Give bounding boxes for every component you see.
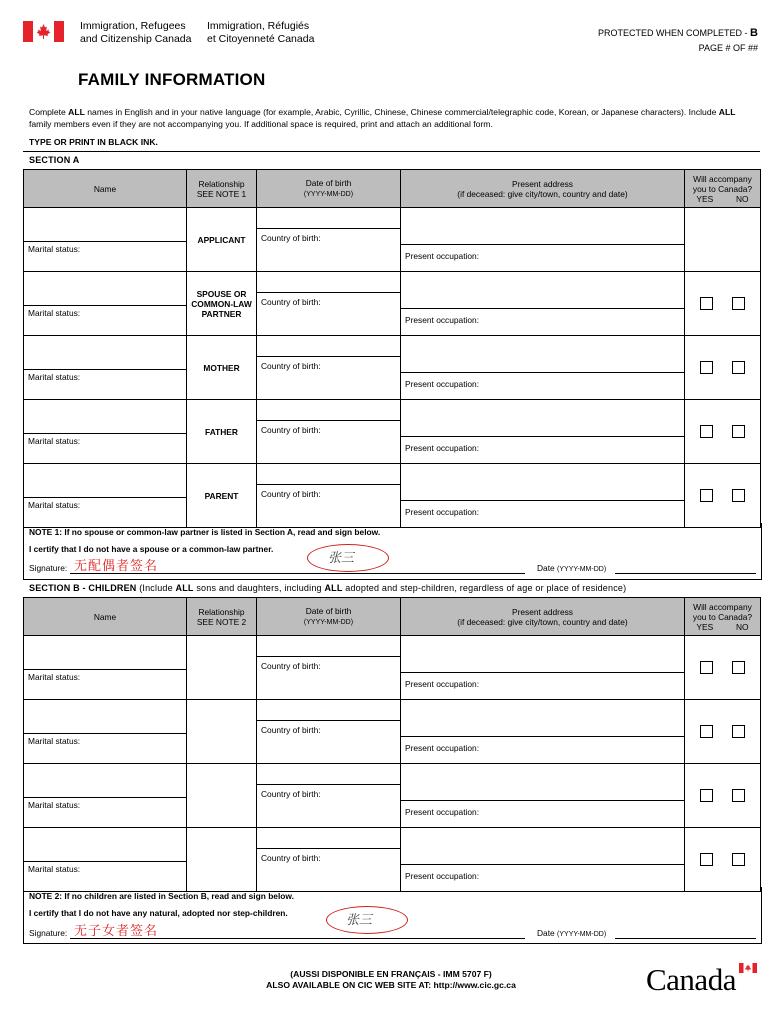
dob-field[interactable] bbox=[257, 828, 400, 848]
dob-divider bbox=[257, 720, 400, 721]
marital-status-label: Marital status: bbox=[28, 436, 81, 446]
address-cell bbox=[401, 700, 685, 764]
relationship-field[interactable] bbox=[187, 636, 257, 700]
name-field[interactable] bbox=[24, 208, 186, 241]
accompany-yes-checkbox[interactable] bbox=[700, 361, 713, 374]
date-field[interactable] bbox=[615, 938, 756, 939]
note-1-box bbox=[23, 523, 762, 580]
accompany-cell bbox=[685, 272, 761, 336]
intro-text-3: family members even if they are not accompanying you. If additional space is required, print and attach an additional form. bbox=[29, 118, 493, 129]
note-2-title: NOTE 2: If no children are listed in Section B, read and sign below. bbox=[29, 891, 294, 901]
address-field[interactable] bbox=[401, 636, 684, 672]
note-1-certify: I certify that I do not have a spouse or a common-law partner. bbox=[29, 544, 274, 554]
dob-cell bbox=[257, 828, 401, 892]
marital-status-label: Marital status: bbox=[28, 500, 81, 510]
accompany-yes-checkbox[interactable] bbox=[700, 489, 713, 502]
marital-status-label: Marital status: bbox=[28, 372, 81, 382]
relationship-cell: MOTHER bbox=[187, 336, 257, 400]
dob-field[interactable] bbox=[257, 336, 400, 356]
address-cell bbox=[401, 208, 685, 272]
no-header: NO bbox=[736, 621, 749, 632]
dept-en-line1: Immigration, Refugees bbox=[80, 20, 186, 32]
present-occupation-label: Present occupation: bbox=[405, 679, 480, 689]
dob-field[interactable] bbox=[257, 636, 400, 656]
section-b-all-2: ALL bbox=[324, 583, 343, 593]
name-cell bbox=[24, 828, 187, 892]
name-field[interactable] bbox=[24, 700, 186, 733]
marital-status-label: Marital status: bbox=[28, 736, 81, 746]
footer-french-note: (AUSSI DISPONIBLE EN FRANÇAIS - IMM 5707 F) bbox=[290, 969, 492, 979]
address-divider bbox=[401, 372, 684, 373]
relationship-cell: APPLICANT bbox=[187, 208, 257, 272]
name-field[interactable] bbox=[24, 764, 186, 797]
name-divider bbox=[24, 669, 186, 670]
present-occupation-label: Present occupation: bbox=[405, 871, 480, 881]
dob-header-2: (YYYY-MM-DD) bbox=[303, 618, 354, 626]
page-title: FAMILY INFORMATION bbox=[78, 70, 266, 89]
addr-header-2: (if deceased: give city/town, country and date) bbox=[457, 616, 628, 627]
stamp-name: 张三 bbox=[328, 551, 355, 566]
name-cell bbox=[24, 464, 187, 528]
country-of-birth-label: Country of birth: bbox=[261, 297, 321, 307]
accompany-no-checkbox[interactable] bbox=[732, 425, 745, 438]
marital-status-label: Marital status: bbox=[28, 800, 81, 810]
intro-text-2: names in English and in your native language (for example, Arabic, Cyrillic, Chinese, Chinese commercial/telegraphic code, Korean, or Japanese characters). Include bbox=[84, 107, 719, 117]
instructions bbox=[29, 107, 759, 130]
marital-status-label: Marital status: bbox=[28, 244, 81, 254]
note-1-title: NOTE 1: If no spouse or common-law partner is listed in Section A, read and sign below. bbox=[29, 527, 381, 537]
section-b-row bbox=[24, 828, 761, 892]
accompany-no-checkbox[interactable] bbox=[732, 489, 745, 502]
relationship-cell: PARENT bbox=[187, 464, 257, 528]
acc-header-2: you to Canada? bbox=[692, 183, 753, 194]
section-b-row bbox=[24, 636, 761, 700]
address-divider bbox=[401, 800, 684, 801]
marital-status-label: Marital status: bbox=[28, 864, 81, 874]
address-cell bbox=[401, 764, 685, 828]
accompany-yes-checkbox[interactable] bbox=[700, 661, 713, 674]
address-cell bbox=[401, 400, 685, 464]
no-header: NO bbox=[736, 193, 749, 204]
address-divider bbox=[401, 864, 684, 865]
rel-header-2: SEE NOTE 2 bbox=[196, 616, 247, 627]
acc-header-2: you to Canada? bbox=[692, 611, 753, 622]
ink-instruction: TYPE OR PRINT IN BLACK INK. bbox=[29, 137, 158, 147]
wordmark-flag-icon bbox=[739, 963, 757, 973]
col-header-name: Name bbox=[24, 598, 187, 636]
section-b-title: SECTION B - CHILDREN bbox=[29, 583, 137, 593]
dob-divider bbox=[257, 848, 400, 849]
name-divider bbox=[24, 861, 186, 862]
present-occupation-label: Present occupation: bbox=[405, 251, 480, 261]
name-divider bbox=[24, 797, 186, 798]
section-b-row bbox=[24, 700, 761, 764]
accompany-cell bbox=[685, 636, 761, 700]
dob-divider bbox=[257, 228, 400, 229]
note-2-box bbox=[23, 887, 762, 944]
section-a-row bbox=[24, 272, 761, 336]
department-name-fr bbox=[207, 20, 314, 45]
dob-cell bbox=[257, 272, 401, 336]
addr-header-1: Present address bbox=[512, 178, 573, 189]
dob-divider bbox=[257, 420, 400, 421]
address-divider bbox=[401, 436, 684, 437]
name-divider bbox=[24, 433, 186, 434]
col-header-dob bbox=[257, 170, 401, 208]
relationship-cell: FATHER bbox=[187, 400, 257, 464]
present-occupation-label: Present occupation: bbox=[405, 379, 480, 389]
address-cell bbox=[401, 828, 685, 892]
address-divider bbox=[401, 244, 684, 245]
date-label: Date bbox=[537, 928, 555, 938]
dob-cell bbox=[257, 700, 401, 764]
name-field[interactable] bbox=[24, 400, 186, 433]
name-cell bbox=[24, 764, 187, 828]
address-field[interactable] bbox=[401, 336, 684, 372]
accompany-cell bbox=[685, 464, 761, 528]
accompany-no-checkbox[interactable] bbox=[732, 297, 745, 310]
col-header-accompany bbox=[685, 598, 761, 636]
marital-status-label: Marital status: bbox=[28, 308, 81, 318]
page-number: PAGE # OF ## bbox=[698, 43, 758, 53]
present-occupation-label: Present occupation: bbox=[405, 807, 480, 817]
dept-fr-line2: et Citoyenneté Canada bbox=[207, 32, 315, 45]
address-field[interactable] bbox=[401, 764, 684, 800]
name-cell bbox=[24, 400, 187, 464]
name-cell bbox=[24, 636, 187, 700]
accompany-cell bbox=[685, 336, 761, 400]
col-header-address bbox=[401, 170, 685, 208]
col-header-dob bbox=[257, 598, 401, 636]
dob-header-2: (YYYY-MM-DD) bbox=[303, 190, 354, 198]
accompany-yes-checkbox[interactable] bbox=[700, 853, 713, 866]
address-field[interactable] bbox=[401, 700, 684, 736]
signature-label: Signature: bbox=[29, 928, 68, 938]
name-field[interactable] bbox=[24, 464, 186, 497]
name-divider bbox=[24, 305, 186, 306]
section-b-row bbox=[24, 764, 761, 828]
section-b-desc-1: (Include bbox=[136, 583, 176, 593]
relationship-cell: SPOUSE OR COMMON-LAW PARTNER bbox=[187, 272, 257, 336]
dob-field[interactable] bbox=[257, 400, 400, 420]
date-format: (YYYY-MM-DD) bbox=[557, 931, 607, 938]
name-field[interactable] bbox=[24, 336, 186, 369]
col-header-relationship bbox=[187, 170, 257, 208]
accompany-yes-checkbox[interactable] bbox=[700, 789, 713, 802]
present-occupation-label: Present occupation: bbox=[405, 507, 480, 517]
signature-label: Signature: bbox=[29, 563, 68, 573]
dob-divider bbox=[257, 656, 400, 657]
address-divider bbox=[401, 736, 684, 737]
protected-letter: B bbox=[750, 27, 758, 39]
dob-header-1: Date of birth bbox=[305, 177, 352, 188]
section-a-table bbox=[23, 169, 761, 528]
name-cell bbox=[24, 272, 187, 336]
intro-all-1: ALL bbox=[68, 107, 85, 117]
dob-field[interactable] bbox=[257, 700, 400, 720]
section-a-row bbox=[24, 336, 761, 400]
yes-header: YES bbox=[696, 621, 714, 632]
dob-field[interactable] bbox=[257, 208, 400, 228]
accompany-yes-checkbox[interactable] bbox=[700, 425, 713, 438]
name-divider bbox=[24, 241, 186, 242]
rel-header-2: SEE NOTE 1 bbox=[196, 188, 247, 199]
present-occupation-label: Present occupation: bbox=[405, 743, 480, 753]
dob-field[interactable] bbox=[257, 764, 400, 784]
protected-text: PROTECTED WHEN COMPLETED - bbox=[598, 28, 751, 38]
handwritten-signature: 无配偶者签名 bbox=[74, 559, 159, 574]
country-of-birth-label: Country of birth: bbox=[261, 233, 321, 243]
accompany-no-checkbox[interactable] bbox=[732, 853, 745, 866]
dob-cell bbox=[257, 636, 401, 700]
section-b-desc-3: adopted and step-children, regardless of age or place of residence) bbox=[342, 583, 627, 593]
country-of-birth-label: Country of birth: bbox=[261, 853, 321, 863]
dob-field[interactable] bbox=[257, 272, 400, 292]
name-field[interactable] bbox=[24, 636, 186, 669]
address-cell bbox=[401, 464, 685, 528]
dob-cell bbox=[257, 764, 401, 828]
relationship-field[interactable] bbox=[187, 764, 257, 828]
section-b-table bbox=[23, 597, 761, 892]
name-field[interactable] bbox=[24, 272, 186, 305]
dob-divider bbox=[257, 784, 400, 785]
country-of-birth-label: Country of birth: bbox=[261, 361, 321, 371]
addr-header-2: (if deceased: give city/town, country and date) bbox=[457, 188, 628, 199]
address-field[interactable] bbox=[401, 208, 684, 244]
address-divider bbox=[401, 672, 684, 673]
rel-header-1: Relationship bbox=[198, 178, 245, 189]
section-a-row bbox=[24, 208, 761, 272]
col-header-relationship bbox=[187, 598, 257, 636]
country-of-birth-label: Country of birth: bbox=[261, 661, 321, 671]
stamp-name: 张三 bbox=[346, 913, 373, 928]
addr-header-1: Present address bbox=[512, 606, 573, 617]
dob-divider bbox=[257, 356, 400, 357]
accompany-no-checkbox[interactable] bbox=[732, 725, 745, 738]
accompany-cell bbox=[685, 764, 761, 828]
address-divider bbox=[401, 308, 684, 309]
section-b-all-1: ALL bbox=[175, 583, 194, 593]
dob-cell bbox=[257, 464, 401, 528]
acc-header-1: Will accompany bbox=[693, 601, 752, 612]
name-divider bbox=[24, 369, 186, 370]
accompany-no-checkbox[interactable] bbox=[732, 789, 745, 802]
address-field[interactable] bbox=[401, 272, 684, 308]
section-a-row bbox=[24, 400, 761, 464]
address-field[interactable] bbox=[401, 464, 684, 500]
acc-header-1: Will accompany bbox=[693, 173, 752, 184]
dob-cell bbox=[257, 336, 401, 400]
address-field[interactable] bbox=[401, 828, 684, 864]
name-divider bbox=[24, 733, 186, 734]
divider bbox=[23, 151, 760, 152]
accompany-yes-checkbox[interactable] bbox=[700, 297, 713, 310]
address-cell bbox=[401, 636, 685, 700]
dob-cell bbox=[257, 400, 401, 464]
accompany-cell bbox=[685, 828, 761, 892]
intro-text-1: Complete bbox=[29, 107, 69, 117]
note-2-certify: I certify that I do not have any natural, adopted nor step-children. bbox=[29, 908, 288, 918]
dob-divider bbox=[257, 484, 400, 485]
accompany-no-checkbox[interactable] bbox=[732, 661, 745, 674]
department-name-en bbox=[80, 20, 192, 45]
section-a-row bbox=[24, 464, 761, 528]
address-cell bbox=[401, 272, 685, 336]
name-cell bbox=[24, 700, 187, 764]
dob-header-1: Date of birth bbox=[305, 605, 352, 616]
footer-website: ALSO AVAILABLE ON CIC WEB SITE AT: http://www.cic.gc.ca bbox=[266, 980, 516, 990]
name-divider bbox=[24, 497, 186, 498]
address-cell bbox=[401, 336, 685, 400]
date-label: Date bbox=[537, 563, 555, 573]
country-of-birth-label: Country of birth: bbox=[261, 425, 321, 435]
canada-flag-icon bbox=[23, 21, 64, 42]
canada-wordmark: Canada bbox=[646, 962, 736, 997]
dept-fr-line1: Immigration, Réfugiés bbox=[207, 20, 310, 32]
col-header-address bbox=[401, 598, 685, 636]
col-header-name: Name bbox=[24, 170, 187, 208]
handwritten-signature: 无子女者签名 bbox=[74, 924, 159, 939]
dob-divider bbox=[257, 292, 400, 293]
accompany-yes-checkbox[interactable] bbox=[700, 725, 713, 738]
address-field[interactable] bbox=[401, 400, 684, 436]
relationship-field[interactable] bbox=[187, 700, 257, 764]
section-a-label: SECTION A bbox=[29, 155, 80, 165]
country-of-birth-label: Country of birth: bbox=[261, 489, 321, 499]
relationship-field[interactable] bbox=[187, 828, 257, 892]
country-of-birth-label: Country of birth: bbox=[261, 725, 321, 735]
dept-en-line2: and Citizenship Canada bbox=[80, 32, 192, 45]
date-format: (YYYY-MM-DD) bbox=[557, 566, 607, 573]
protected-notice bbox=[598, 26, 758, 56]
yes-header: YES bbox=[696, 193, 714, 204]
name-field[interactable] bbox=[24, 828, 186, 861]
section-b-label bbox=[29, 583, 626, 593]
accompany-cell bbox=[685, 400, 761, 464]
present-occupation-label: Present occupation: bbox=[405, 315, 480, 325]
dob-cell bbox=[257, 208, 401, 272]
accompany-cell bbox=[685, 700, 761, 764]
name-cell bbox=[24, 208, 187, 272]
present-occupation-label: Present occupation: bbox=[405, 443, 480, 453]
country-of-birth-label: Country of birth: bbox=[261, 789, 321, 799]
section-b-desc-2: sons and daughters, including bbox=[193, 583, 325, 593]
address-divider bbox=[401, 500, 684, 501]
dob-field[interactable] bbox=[257, 464, 400, 484]
marital-status-label: Marital status: bbox=[28, 672, 81, 682]
intro-all-2: ALL bbox=[718, 107, 736, 117]
date-field[interactable] bbox=[615, 573, 756, 574]
accompany-cell bbox=[685, 208, 761, 272]
name-cell bbox=[24, 336, 187, 400]
accompany-no-checkbox[interactable] bbox=[732, 361, 745, 374]
col-header-accompany bbox=[685, 170, 761, 208]
rel-header-1: Relationship bbox=[198, 606, 245, 617]
